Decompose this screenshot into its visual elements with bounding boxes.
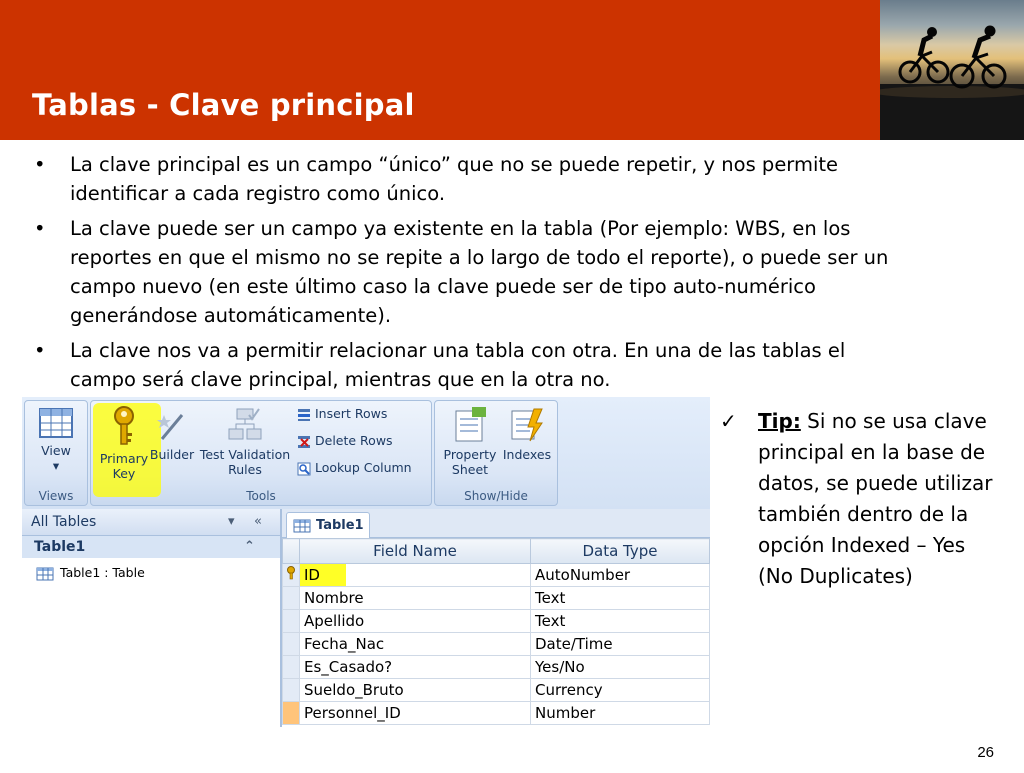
bullet-item [34, 214, 914, 330]
key-icon [109, 405, 139, 447]
builder-label: Builder [149, 447, 195, 462]
table-icon [36, 567, 54, 581]
tip-callout [720, 406, 1006, 592]
checkmark-icon: ✓ [720, 409, 737, 433]
row-selector[interactable] [283, 564, 300, 587]
table-row[interactable] [283, 610, 710, 633]
access-screenshot [22, 397, 710, 727]
indexes-label: Indexes [502, 447, 552, 462]
test-validation-label-1: Test Validation [199, 447, 291, 462]
table-row[interactable] [283, 633, 710, 656]
insert-rows-icon [297, 408, 311, 422]
tools-group [90, 400, 432, 506]
row-selector[interactable] [283, 633, 300, 656]
lookup-column-label: Lookup Column [315, 460, 412, 475]
row-selector[interactable] [283, 679, 300, 702]
row-selector[interactable] [283, 702, 300, 725]
lookup-column-icon [297, 462, 311, 476]
table-row[interactable] [283, 656, 710, 679]
tip-label: Tip: [758, 409, 801, 433]
page-number: 26 [977, 744, 994, 761]
table-row[interactable] [283, 564, 710, 587]
view-label: View [41, 443, 71, 458]
indexes-button[interactable] [501, 407, 553, 462]
row-selector[interactable] [283, 656, 300, 679]
show-hide-group [434, 400, 558, 506]
primary-key-label-1: Primary [99, 451, 149, 466]
data-type-cell[interactable]: Text [531, 610, 710, 633]
table-icon [293, 519, 311, 533]
data-type-cell[interactable]: AutoNumber [531, 564, 710, 587]
nav-group-table1[interactable] [22, 536, 280, 558]
bullet-item [34, 150, 914, 208]
primary-key-button[interactable] [95, 405, 153, 481]
table-row[interactable] [283, 679, 710, 702]
nav-pane-title: All Tables [31, 514, 97, 530]
field-name-cell[interactable]: Fecha_Nac [300, 633, 531, 656]
data-type-cell[interactable]: Yes/No [531, 656, 710, 679]
field-name-cell[interactable]: ID [300, 564, 531, 587]
column-header-data-type[interactable]: Data Type [531, 539, 710, 564]
collapse-icon[interactable]: « [254, 514, 262, 529]
data-type-cell[interactable]: Number [531, 702, 710, 725]
field-name-cell[interactable]: Sueldo_Bruto [300, 679, 531, 702]
field-grid [282, 538, 710, 725]
bullet-symbol: • [34, 217, 46, 240]
select-all-cell[interactable] [283, 539, 300, 564]
property-sheet-label-1: Property [443, 447, 497, 462]
data-type-cell[interactable]: Text [531, 587, 710, 610]
bullet-text: La clave puede ser un campo ya existente en la tabla (Por ejemplo: WBS, en los reportes en que el mismo no se repite a lo largo de todo el reporte), o puede ser un campo nuevo (en este último caso la clave puede ser de tipo auto-numérico generándose automáticamente). [70, 217, 889, 327]
bullet-text: La clave principal es un campo “único” que no se puede repetir, y nos permite identificar a cada registro como único. [70, 153, 839, 205]
navigation-pane [22, 509, 282, 727]
data-type-cell[interactable]: Currency [531, 679, 710, 702]
lookup-column-button[interactable] [297, 460, 412, 476]
nav-item-label: Table1 : Table [60, 565, 145, 580]
builder-button[interactable] [147, 409, 197, 462]
insert-rows-label: Insert Rows [315, 406, 388, 421]
bullet-text: La clave nos va a permitir relacionar una tabla con otra. En una de las tablas el campo será clave principal, mientras que en la otra no. [70, 339, 846, 391]
property-sheet-label-2: Sheet [451, 462, 489, 477]
views-group [24, 400, 88, 506]
tab-label: Table1 [316, 518, 364, 533]
field-name-cell[interactable]: Apellido [300, 610, 531, 633]
row-selector[interactable] [283, 610, 300, 633]
property-sheet-button[interactable] [439, 407, 501, 477]
ribbon [22, 397, 710, 509]
delete-rows-icon [297, 435, 311, 449]
grid-header-row [283, 539, 710, 564]
nav-group-label: Table1 [34, 539, 86, 555]
bullet-symbol: • [34, 153, 46, 176]
tip-text: Si no se usa clave principal en la base de datos, se puede utilizar también dentro de la opción Indexed – Yes (No Duplicates) [758, 409, 993, 588]
chevron-up-icon[interactable]: ⌃ [244, 539, 255, 554]
tab-table1[interactable] [286, 512, 370, 538]
field-name-cell[interactable]: Es_Casado? [300, 656, 531, 679]
datasheet-icon [38, 407, 74, 439]
key-icon [285, 566, 297, 580]
table-design-view [282, 509, 710, 727]
table-row[interactable] [283, 587, 710, 610]
property-sheet-icon [452, 407, 488, 443]
cyclists-photo [880, 0, 1024, 140]
field-name-cell[interactable]: Nombre [300, 587, 531, 610]
chevron-down-icon[interactable]: ▾ [228, 514, 235, 529]
primary-key-label-2: Key [112, 466, 136, 481]
document-tabs [282, 509, 710, 538]
validation-icon [227, 407, 263, 443]
row-selector[interactable] [283, 587, 300, 610]
insert-rows-button[interactable] [297, 406, 387, 422]
bullet-symbol: • [34, 339, 46, 362]
test-validation-button[interactable] [197, 407, 293, 477]
bullet-item [34, 336, 914, 394]
chevron-down-icon: ▾ [52, 458, 60, 473]
view-button[interactable] [29, 407, 83, 473]
test-validation-label-2: Rules [228, 462, 262, 477]
nav-item-table1[interactable] [22, 564, 280, 582]
views-group-label: Views [38, 489, 74, 503]
column-header-field-name[interactable]: Field Name [300, 539, 531, 564]
tools-group-label: Tools [246, 489, 276, 503]
slide-title: Tablas - Clave principal [32, 88, 415, 122]
indexes-icon [510, 407, 544, 443]
field-name-cell[interactable]: Personnel_ID [300, 702, 531, 725]
wand-icon [156, 409, 188, 443]
bullet-list [34, 150, 914, 400]
show-hide-group-label: Show/Hide [464, 489, 528, 503]
delete-rows-button[interactable] [297, 433, 393, 449]
table-row[interactable] [283, 702, 710, 725]
data-type-cell[interactable]: Date/Time [531, 633, 710, 656]
nav-pane-header[interactable] [22, 509, 280, 536]
delete-rows-label: Delete Rows [315, 433, 393, 448]
